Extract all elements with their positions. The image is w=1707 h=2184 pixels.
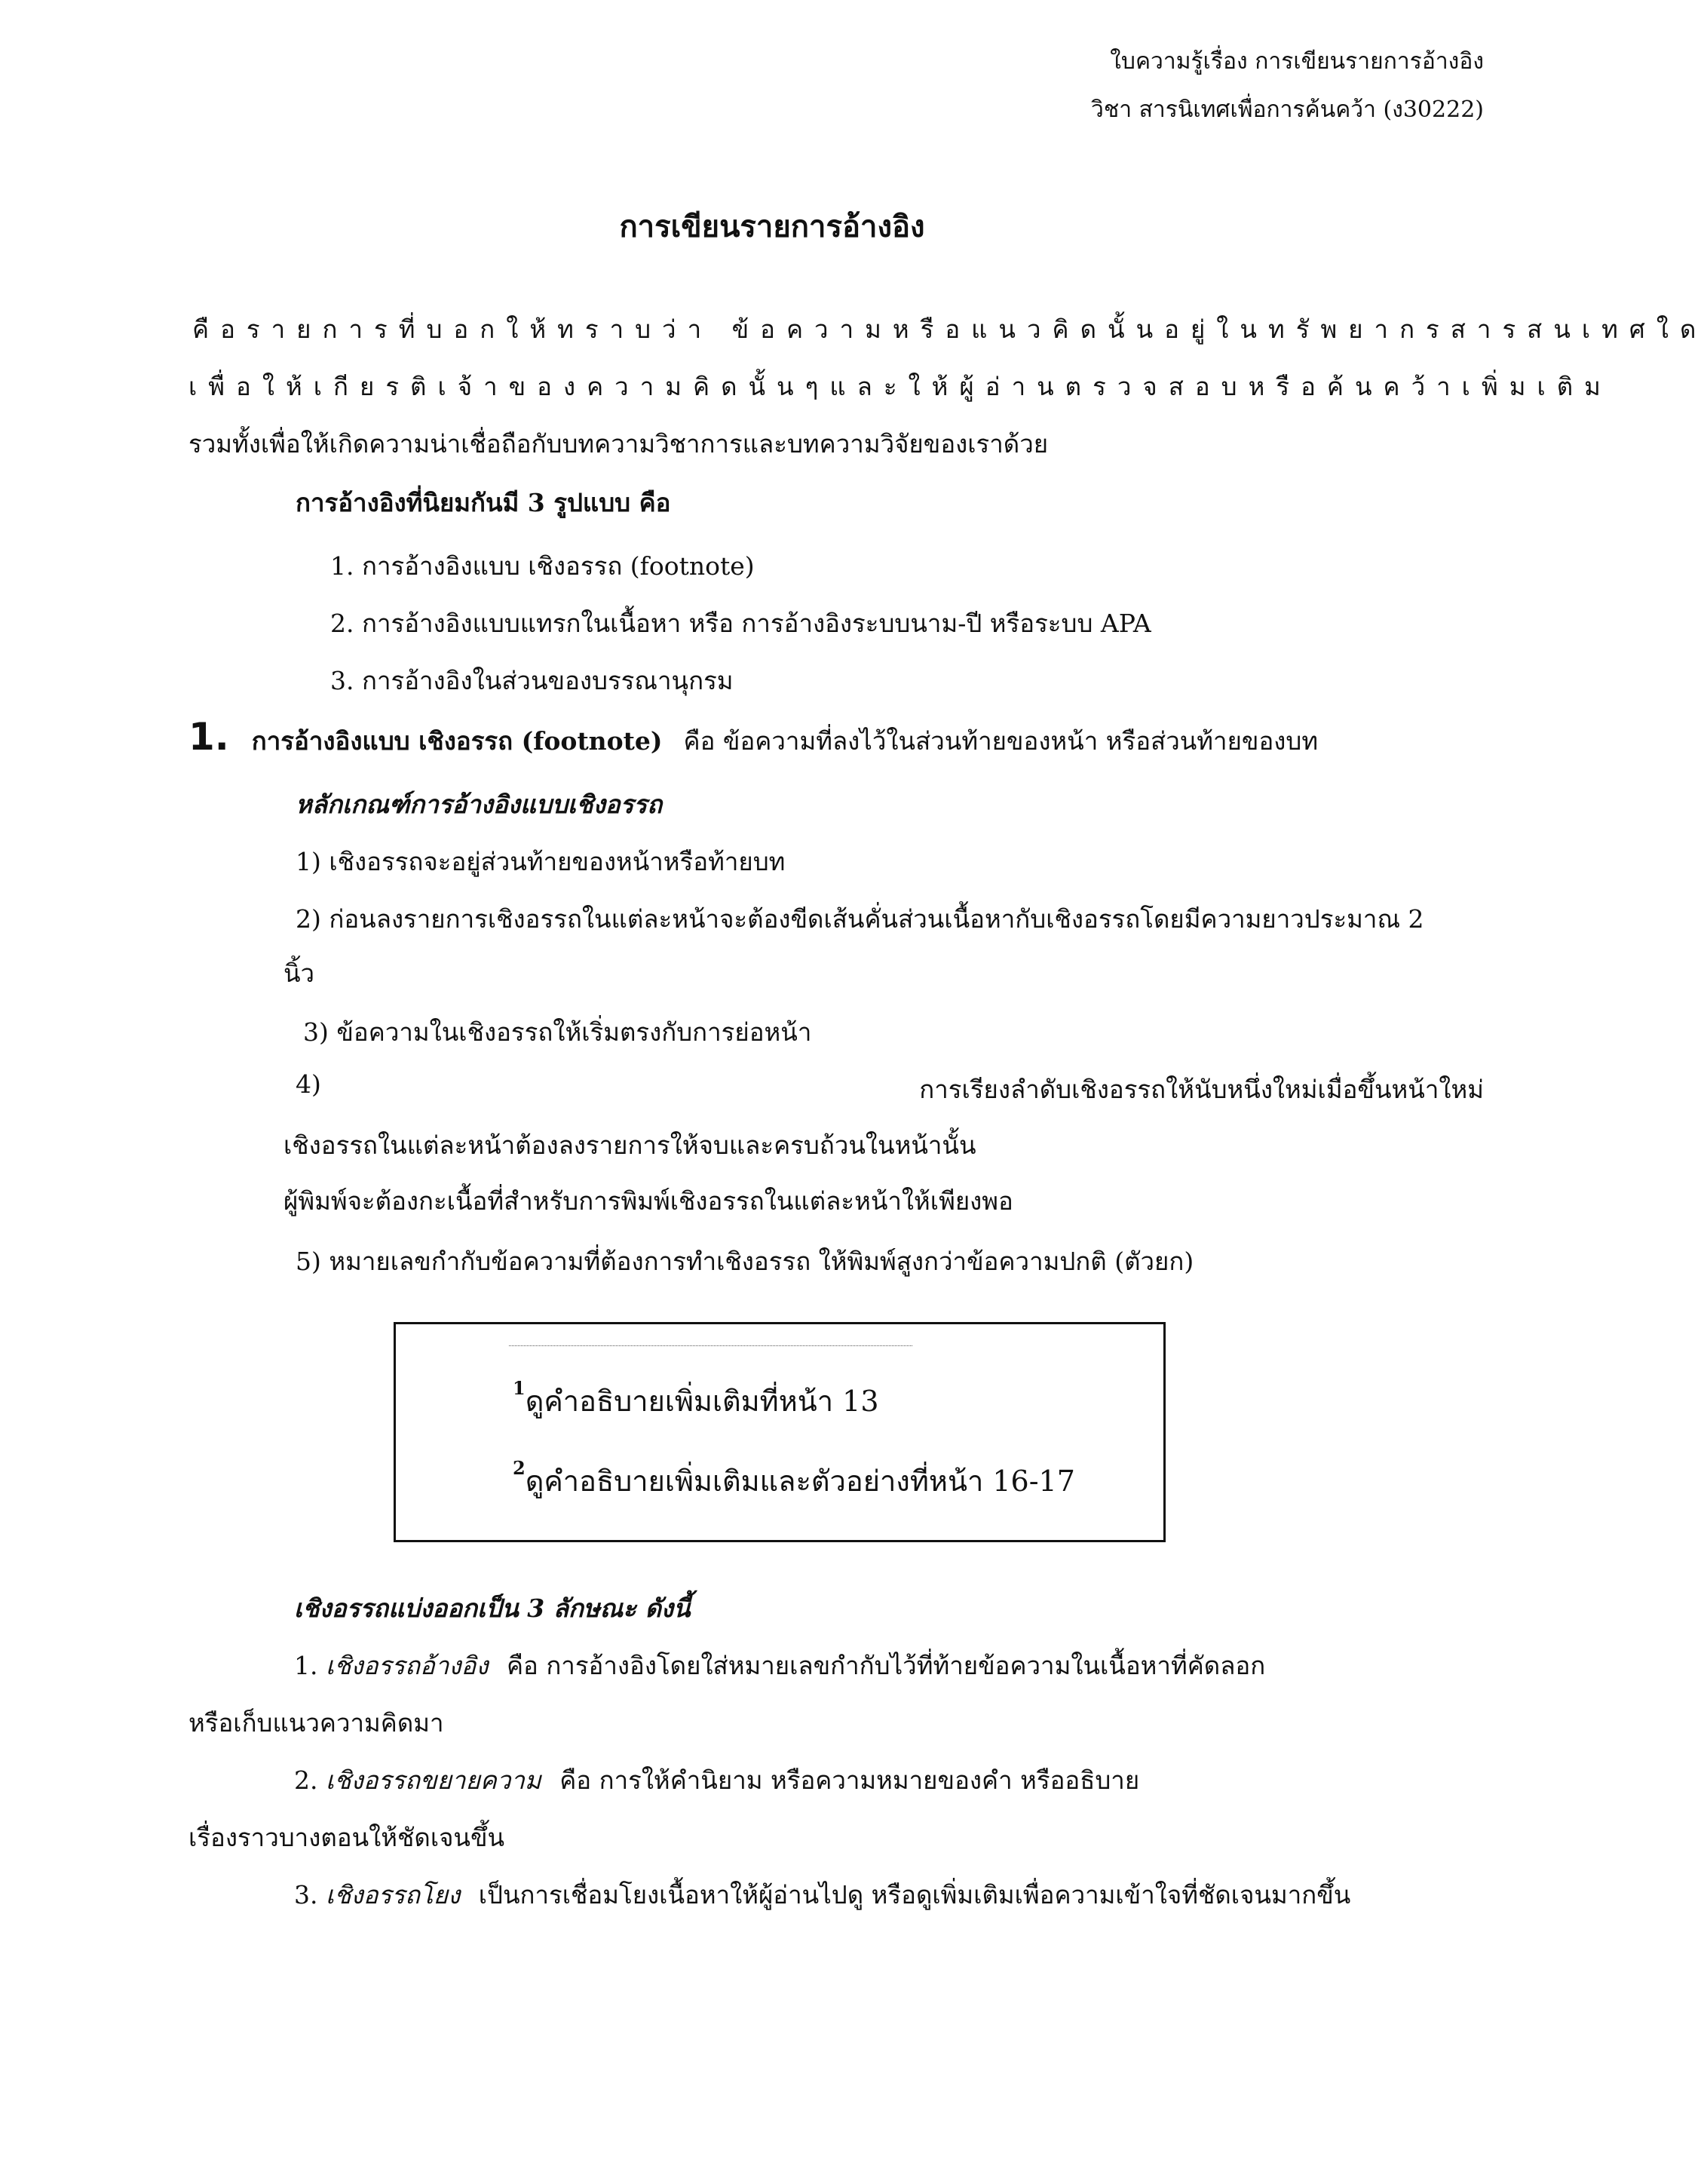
footnote-marker-1: 1 <box>513 1377 526 1399</box>
section-1-heading-rest: คือ ข้อความที่ลงไว้ในส่วนท้ายของหน้า หรือส่วนท้ายของบท <box>683 726 1319 756</box>
style-item-1: 1. การอ้างอิงแบบ เชิงอรรถ (footnote) <box>330 551 755 581</box>
rule-2-line-1: 2) ก่อนลงรายการเชิงอรรถในแต่ละหน้าจะต้องขีดเส้นคั่นส่วนเนื้อหากับเชิงอรรถโดยมีความยาวประมาณ 2 <box>296 904 1424 934</box>
intro-line-2 <box>188 367 1612 406</box>
intro-line-3: รวมทั้งเพื่อให้เกิดความน่าเชื่อถือกับบทความวิชาการและบทความวิจัยของเราด้วย <box>188 429 1049 459</box>
type-2-text: คือ การให้คำนิยาม หรือความหมายของคำ หรืออธิบาย <box>559 1765 1140 1795</box>
intro-line-1-right: รายการที่บอกให้ทราบว่า ข้อความหรือแนวคิดนั้นอยู่ในทรัพยากรสารสนเทศใด <box>246 314 1707 344</box>
footnote-separator-line <box>509 1345 912 1346</box>
type-1-term: เชิงอรรถอ้างอิง <box>326 1651 489 1680</box>
type-1-text: คือ การอ้างอิงโดยใส่หมายเลขกำกับไว้ที่ท้ายข้อความในเนื้อหาที่คัดลอก <box>506 1651 1266 1680</box>
types-heading: เชิงอรรถแบ่งออกเป็น 3 ลักษณะ ดังนี้ <box>294 1594 691 1623</box>
page-title: การเขียนรายการอ้างอิง <box>619 209 925 244</box>
rule-5: 5) หมายเลขกำกับข้อความที่ต้องการทำเชิงอรรถ ให้พิมพ์สูงกว่าข้อความปกติ (ตัวยก) <box>296 1247 1194 1276</box>
rule-4-line-1 <box>296 1069 1484 1109</box>
footnote-example-1 <box>513 1377 879 1424</box>
intro-line-2-right: และให้ผู้อ่านตรวจสอบหรือค้นคว้าเพิ่มเติม <box>829 372 1612 401</box>
type-3-text: เป็นการเชื่อมโยงเนื้อหาให้ผู้อ่านไปดู หรือดูเพิ่มเติมเพื่อความเข้าใจที่ชัดเจนมากขึ้น <box>478 1880 1351 1909</box>
rule-2-line-2: นิ้ว <box>283 959 315 988</box>
criteria-heading: หลักเกณฑ์การอ้างอิงแบบเชิงอรรถ <box>296 790 663 819</box>
type-1-number: 1. <box>294 1651 318 1680</box>
footnote-marker-2: 2 <box>513 1457 526 1479</box>
rule-3: 3) ข้อความในเชิงอรรถให้เริ่มตรงกับการย่อหน้า <box>303 1017 812 1047</box>
section-1-heading <box>188 715 1318 761</box>
footnote-text-1: ดูคำอธิบายเพิ่มเติมที่หน้า 13 <box>525 1385 879 1418</box>
rule-4-line-3: ผู้พิมพ์จะต้องกะเนื้อที่สำหรับการพิมพ์เชิงอรรถในแต่ละหน้าให้เพียงพอ <box>283 1186 1013 1216</box>
rule-4-line-2: เชิงอรรถในแต่ละหน้าต้องลงรายการให้จบและครบถ้วนในหน้านั้น <box>283 1130 976 1160</box>
type-3-term: เชิงอรรถโยง <box>326 1880 461 1909</box>
header-course-line: วิชา สารนิเทศเพื่อการค้นคว้า (ง30222) <box>1091 97 1484 123</box>
type-2-term: เชิงอรรถขยายความ <box>326 1765 541 1795</box>
section-1-heading-bold: การอ้างอิงแบบ เชิงอรรถ (footnote) <box>251 726 663 756</box>
type-1-line-1 <box>294 1646 1265 1686</box>
intro-line-1 <box>192 309 1707 349</box>
style-item-2: 2. การอ้างอิงแบบแทรกในเนื้อหา หรือ การอ้างอิงระบบนาม-ปี หรือระบบ APA <box>330 609 1151 638</box>
header-subject-line: ใบความรู้เรื่อง การเขียนรายการอ้างอิง <box>1110 48 1484 75</box>
rule-4-text: การเรียงลำดับเชิงอรรถให้นับหนึ่งใหม่เมื่อขึ้นหน้าใหม่ <box>919 1075 1484 1104</box>
styles-heading: การอ้างอิงที่นิยมกันมี 3 รูปแบบ คือ <box>296 488 671 517</box>
type-3-line-1 <box>294 1875 1350 1915</box>
rule-1: 1) เชิงอรรถจะอยู่ส่วนท้ายของหน้าหรือท้ายบท <box>296 847 786 876</box>
footnote-example-2 <box>513 1457 1075 1504</box>
intro-line-2-left: เพื่อให้เกียรติเจ้าของความคิดนั้นๆ <box>188 372 830 401</box>
footnote-text-2: ดูคำอธิบายเพิ่มเติมและตัวอย่างที่หน้า 16-17 <box>525 1465 1075 1498</box>
intro-line-1-left: คือ <box>192 314 247 344</box>
type-2-number: 2. <box>294 1765 318 1795</box>
type-1-line-2: หรือเก็บแนวความคิดมา <box>188 1708 444 1738</box>
footnote-example-box <box>394 1322 1166 1542</box>
section-1-number: 1. <box>188 715 229 759</box>
style-item-3: 3. การอ้างอิงในส่วนของบรรณานุกรม <box>330 666 734 695</box>
type-3-number: 3. <box>294 1880 318 1909</box>
type-2-line-2: เรื่องราวบางตอนให้ชัดเจนขึ้น <box>188 1823 505 1852</box>
rule-4-number: 4) <box>296 1069 321 1099</box>
type-2-line-1 <box>294 1760 1139 1800</box>
